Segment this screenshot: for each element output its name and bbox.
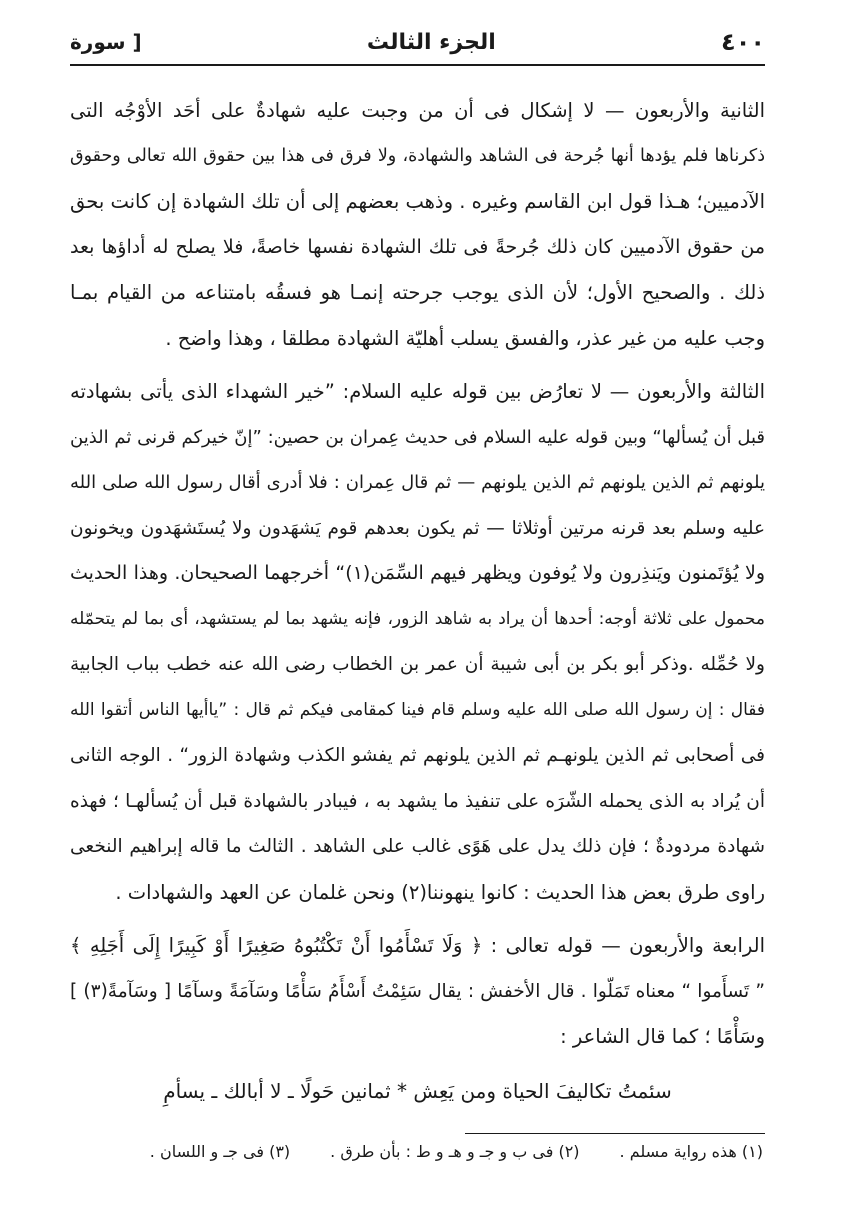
header-rule: [70, 64, 765, 66]
page-body: [70, 88, 765, 1114]
footnote-rule: [465, 1133, 765, 1134]
text-line: شهادة مردودةٌ ؛ فإن ذلك يدل على هَوًى غالب على الشاهد . الثالث ما قاله إبراهيم النخعى: [70, 836, 765, 857]
paragraph-44: [70, 923, 765, 1060]
text-line: فى أصحابى ثم الذين يلونهـم ثم الذين يلونهم ثم يفشو الكذب وشهادة الزور“ . الوجه الثانى: [70, 745, 765, 766]
footnote-3: (٣) فى جـ و اللسان .: [149, 1142, 291, 1161]
text-line: الرابعة والأربعون — قوله تعالى : ﴿ وَلَا تَسْأَمُوا أَنْ تَكْتُبُوهُ صَغِيرًا أَوْ كَبِيرًا إِلَى أَجَلِهِ ﴾: [70, 934, 765, 957]
running-title: الجزء الثالث: [366, 29, 496, 55]
footnote-2: (٢) فى ب و جـ و هـ و ط : بأن طرق .: [330, 1142, 580, 1161]
text-line: راوى طرق بعض هذا الحديث : كانوا ينهوننا(٢) ونحن غلمان عن العهد والشهادات .: [115, 880, 765, 904]
text-line: قبل أن يُسألها“ وبين قوله عليه السلام فى حديث عِمران بن حصين: ”إنّ خيركم قرنى ثم الذين: [70, 426, 765, 448]
text-line: الثالثة والأربعون — لا تعارُض بين قوله عليه السلام: ”خير الشهداء الذى يأتى بشهادته: [70, 380, 765, 403]
text-line: ولا يُؤتَمنون ويَنذِرون ولا يُوفون ويظهر فيهم السِّمَن(١)“ أخرجهما الصحيحان. وهذا الحديث: [70, 562, 765, 584]
text-line: فقال : إن رسول الله صلى الله عليه وسلم قام فينا كمقامى فيكم ثم قال : ”ياأيها الناس أتقوا الله: [70, 699, 765, 720]
text-line: الثانية والأربعون — لا إشكال فى أن من وجبت عليه شهادةٌ على أحَد الأوْجُه التى: [70, 99, 765, 122]
footnote-1: (١) هذه رواية مسلم .: [619, 1142, 763, 1161]
text-line: أن يُراد به الذى يحمله الشّرَه على تنفيذ ما يشهد به ، فيبادر بالشهادة قبل أن يُسألهـا ؛ فهذه: [70, 790, 765, 812]
paragraph-42: [70, 88, 765, 361]
paragraph-43: [70, 369, 765, 915]
surah-label: [ سورة: [70, 30, 142, 54]
footnotes: [113, 1142, 763, 1161]
text-line: محمول على ثلاثة أوجه: أحدها أن يراد به شاهد الزور، فإنه يشهد بما لم يستشهد، أى بما لم يتحمّله: [70, 608, 765, 629]
text-line: وجب عليه من غير عذر، والفسق يسلب أهليّة الشهادة مطلقا ، وهذا واضح .: [165, 326, 765, 350]
text-line: ذكرناها فلم يؤدها أنها جُرحة فى الشاهد والشهادة، ولا فرق فى هذا بين حقوق الله تعالى وحقوق: [70, 145, 765, 166]
text-line: وسَأْمًا ؛ كما قال الشاعر :: [560, 1025, 765, 1048]
text-line: عليه وسلم بعد قرنه مرتين أوثلاثا — ثم يكون بعدهم قوم يَشهَدون ولا يُستَشهَدون ويخونون: [70, 517, 765, 539]
text-line: يلونهم ثم الذين يلونهم ثم الذين يلونهم — ثم قال عِمران : فلا أدرى أقال رسول الله صلى الله: [70, 472, 765, 493]
text-line: ولا حُمِّله .وذكر أبو بكر بن أبى شيبة أن عمر بن الخطاب رضى الله عنه خطب بباب الجابية: [70, 654, 765, 675]
page-number: ٤٠٠: [721, 28, 765, 56]
text-line: الآدميين؛ هـذا قول ابن القاسم وغيره . وذهب بعضهم إلى أن تلك الشهادة إن كانت بحق: [70, 190, 765, 213]
text-line: من حقوق الآدميين كان ذلك جُرحةً فى تلك الشهادة نفسها خاصةً، فلا يصلح له أداؤها بعد: [70, 235, 765, 258]
text-line: ” تَسأَموا “ معناه تَمَلّوا . قال الأخفش : يقال سَئِمْتُ أَسْأَمُ سَأْمًا وسَآمَةً وسآمًا [ وسَآمةً(٣) ]: [70, 980, 765, 1002]
poetry-verse: سئمتُ تكاليفَ الحياة ومن يَعِش * ثمانين حَولًا ـ لا أبالك ـ يسأمِ: [163, 1078, 672, 1103]
page-header: [70, 24, 765, 60]
text-line: ذلك . والصحيح الأول؛ لأن الذى يوجب جرحته إنمـا هو فسقُه بامتناعه من القيام بمـا: [70, 281, 765, 304]
